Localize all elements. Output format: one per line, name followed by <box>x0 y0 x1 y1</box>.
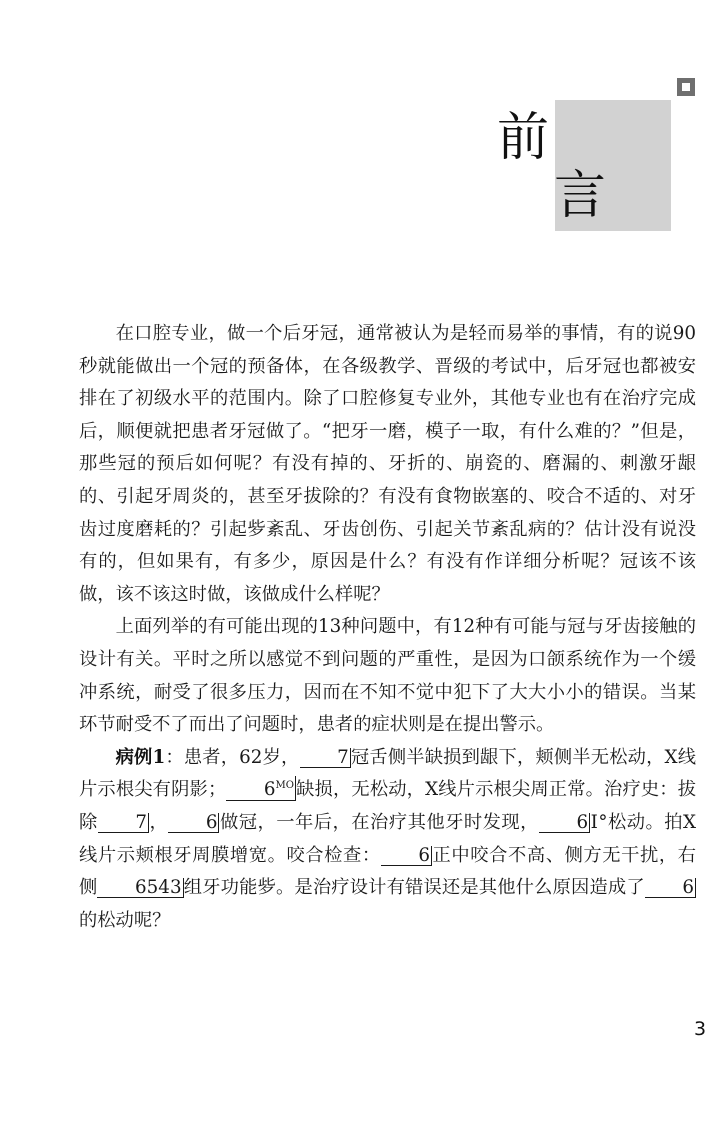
corner-square-icon <box>677 78 695 96</box>
tooth-surface: MO <box>275 780 294 792</box>
tooth-notation-6c: 6 <box>381 846 432 866</box>
title-char-2: 言 <box>554 166 607 226</box>
page-number: 3 <box>694 1018 707 1040</box>
tooth-notation-6mo <box>226 776 296 800</box>
title-char-1: 前 <box>497 108 550 168</box>
paragraph-2: 上面列举的有可能出现的13种问题中，有12种有可能与冠与牙齿接触的设计有关。平时之所以感觉不到问题的严重性，是因为口颌系统作为一个缓冲系统，耐受了很多压力，因而在不知不觉中犯下了大大小小的错误。当某环节耐受不了而出了问题时，患者的症状则是在提出警示。 <box>79 616 696 736</box>
case-text-2: 冠舌侧半缺损到龈下，颊侧半无松动，X线片示根尖有阴影； <box>79 746 697 801</box>
tooth-notation-6d: 6 <box>645 878 696 898</box>
tooth-notation-7: 7 <box>300 748 351 768</box>
tooth-number: 6 <box>263 779 276 801</box>
tooth-notation-7b: 7 <box>98 813 149 833</box>
tooth-notation-6a: 6 <box>168 813 219 833</box>
case-label: 病例1 <box>115 746 166 768</box>
tooth-notation-6b: 6 <box>539 813 590 833</box>
paragraph-case-1 <box>79 742 696 938</box>
paragraph-1: 在口腔专业，做一个后牙冠，通常被认为是轻而易举的事情，有的说90秒就能做出一个冠的预备体，在各级教学、晋级的考试中，后牙冠也都被安排在了初级水平的范围内。除了口腔修复专业外，其他专业也有在治疗完成后，顺便就把患者牙冠做了。“把牙一磨，模子一取，有什么难的？”但是，那些冠的预后如何呢？有没有掉的、牙折的、崩瓷的、磨漏的、刺激牙龈的、引起牙周炎的，甚至牙拔除的？有没有食物嵌塞的、咬合不适的、对牙齿过度磨耗的？引起㱔紊乱、牙齿创伤、引起关节紊乱病的？估计没有说没有的，但如果有，有多少，原因是什么？有没有作详细分析呢？冠该不该做，该不该这时做，该做成什么样呢？ <box>79 323 696 605</box>
body-text <box>79 318 696 937</box>
case-text-6: Ⅰ°松动。拍X线片示颊根牙周膜增宽。咬合检查： <box>79 811 697 866</box>
case-text-8: 组牙功能㱔。是治疗设计有错误还是其他什么原因造成了 <box>183 877 645 899</box>
case-text-3: 缺损，无松动，X线片示根尖周正常。治疗史：拔除 <box>79 779 697 833</box>
case-text-9: 的松动呢？ <box>79 909 171 931</box>
tooth-notation-6543: 6543 <box>97 878 183 898</box>
case-text-5: 做冠，一年后，在治疗其他牙时发现， <box>219 811 539 833</box>
case-text-4: ， <box>149 811 169 833</box>
case-text-1: ：患者，62岁， <box>165 746 300 768</box>
case-text-7: 正中咬合不高、侧方无干扰，右侧 <box>79 844 697 899</box>
